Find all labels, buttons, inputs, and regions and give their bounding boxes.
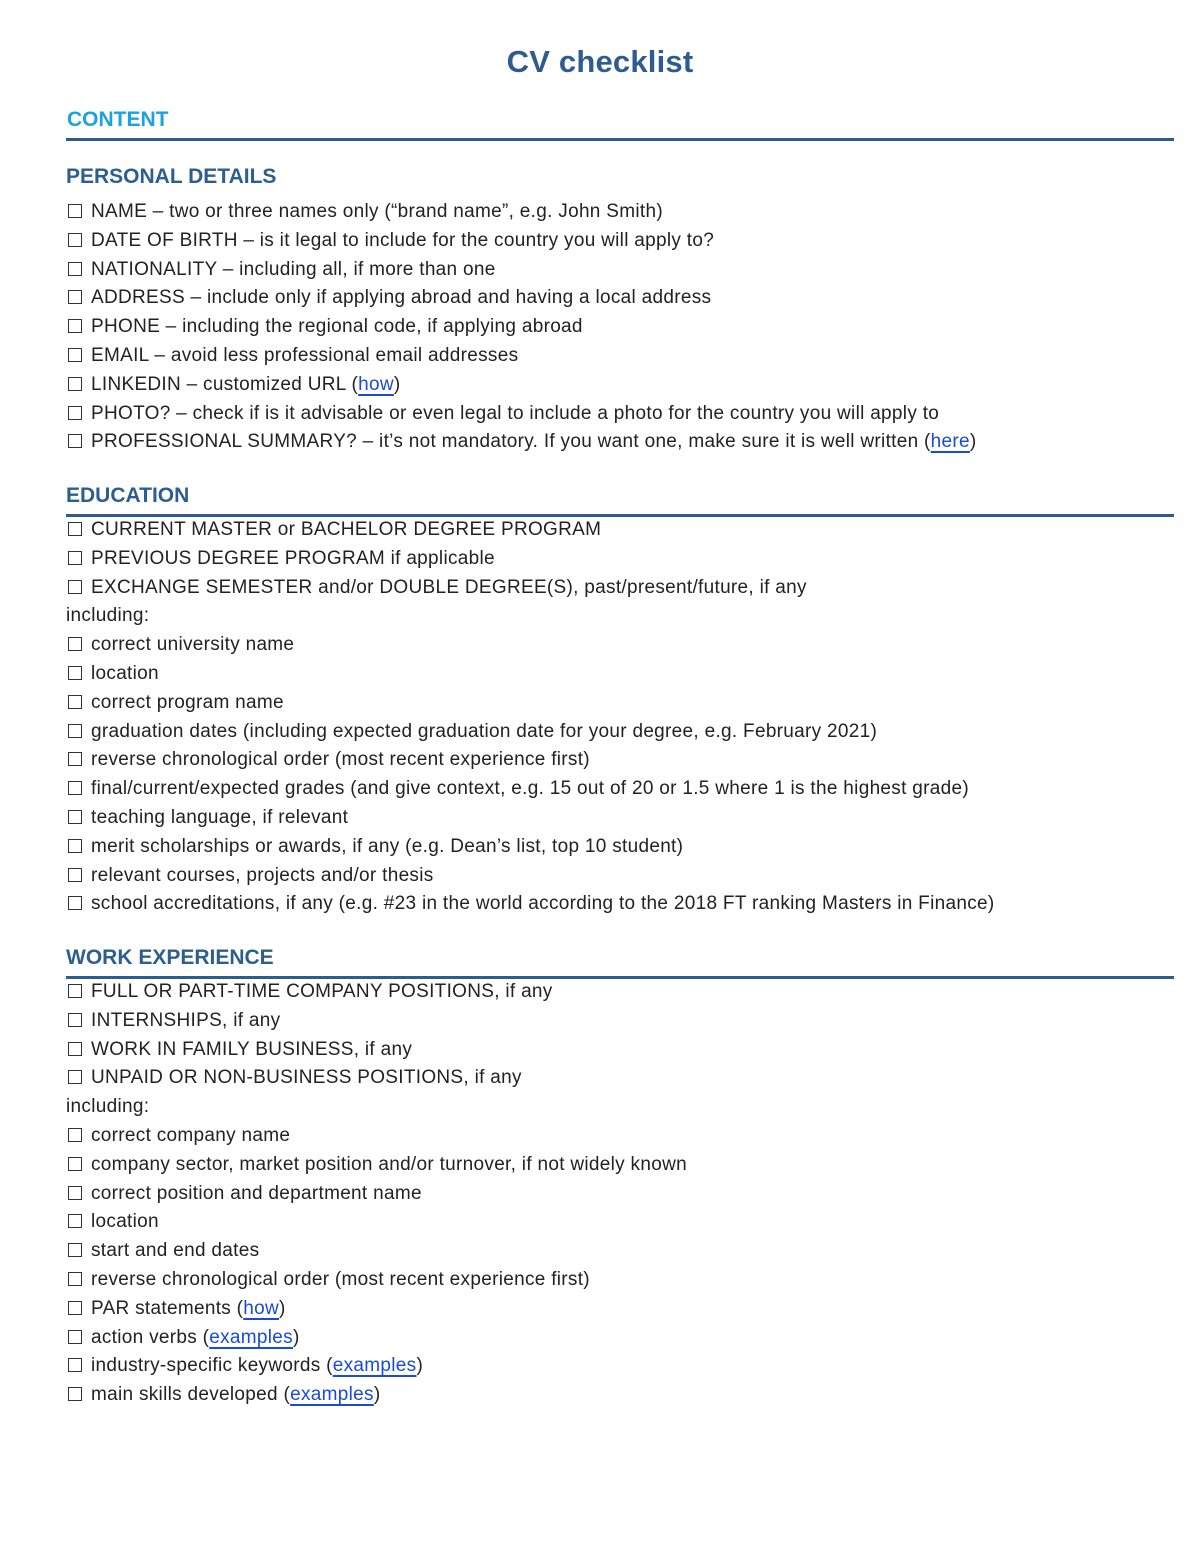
checklist-item-text: action verbs ( — [91, 1326, 210, 1348]
checkbox[interactable] — [68, 1042, 82, 1056]
checkbox[interactable] — [68, 1301, 82, 1315]
checklist-item — [68, 227, 977, 256]
content-divider — [66, 138, 1174, 141]
checklist-item-text: CURRENT MASTER or BACHELOR DEGREE PROGRAM — [91, 519, 602, 540]
closing-paren: ) — [393, 373, 401, 395]
checkbox[interactable] — [68, 348, 82, 362]
reference-link[interactable]: how — [243, 1297, 280, 1319]
checklist-item — [68, 1266, 687, 1295]
checkbox[interactable] — [68, 724, 82, 738]
checkbox[interactable] — [68, 752, 82, 766]
checklist-item — [68, 371, 977, 400]
checklist-item-text: reverse chronological order (most recent experience first) — [91, 749, 590, 771]
checklist-item — [68, 689, 995, 718]
checkbox[interactable] — [68, 1214, 82, 1228]
checkbox[interactable] — [68, 781, 82, 795]
checklist-item — [68, 833, 995, 862]
checklist-item-text: INTERNSHIPS, if any — [91, 1009, 281, 1031]
checklist-item — [68, 1064, 687, 1093]
checkbox[interactable] — [68, 233, 82, 247]
checklist-item — [68, 718, 995, 747]
page-title: CV checklist — [506, 44, 694, 79]
checkbox[interactable] — [68, 1013, 82, 1027]
checklist-item — [68, 775, 995, 804]
checklist-item — [68, 631, 995, 660]
checkbox[interactable] — [68, 1272, 82, 1286]
checklist-item — [68, 1237, 687, 1266]
reference-link[interactable]: examples — [290, 1384, 374, 1406]
checklist-item — [68, 1180, 687, 1209]
checklist-item-text: PAR statements ( — [91, 1297, 244, 1319]
checklist-item — [68, 1381, 687, 1410]
checklist-item-text: PREVIOUS DEGREE PROGRAM if applicable — [91, 547, 495, 569]
checklist-item-text: correct company name — [91, 1124, 291, 1146]
checkbox[interactable] — [68, 319, 82, 333]
checklist-item-text: correct university name — [91, 634, 295, 656]
checklist-item-text: industry-specific keywords ( — [91, 1355, 333, 1377]
checklist-item-text: company sector, market position and/or turnover, if not widely known — [91, 1153, 687, 1175]
list-subheading-text: including: — [66, 605, 150, 627]
checklist-item — [68, 660, 995, 689]
education-list — [68, 516, 995, 919]
checklist-item-text: DATE OF BIRTH – is it legal to include for the country you will apply to? — [91, 229, 715, 251]
checkbox[interactable] — [68, 666, 82, 680]
work-experience-list — [68, 978, 687, 1410]
content-heading: CONTENT — [67, 108, 169, 131]
personal-details-list — [68, 198, 977, 457]
closing-paren: ) — [292, 1326, 300, 1348]
checkbox[interactable] — [68, 1358, 82, 1372]
checkbox[interactable] — [68, 868, 82, 882]
checklist-item-text: location — [91, 1211, 159, 1233]
checklist-item — [68, 428, 977, 457]
checklist-item — [68, 516, 995, 545]
checklist-item-text: ADDRESS – include only if applying abroad and having a local address — [91, 287, 712, 309]
checklist-item — [68, 1352, 687, 1381]
education-heading: EDUCATION — [66, 484, 190, 507]
checkbox[interactable] — [68, 1387, 82, 1401]
reference-link[interactable]: examples — [332, 1355, 417, 1377]
checklist-item — [68, 198, 977, 227]
closing-paren: ) — [416, 1355, 424, 1377]
checklist-item-text: merit scholarships or awards, if any (e.g. Dean’s list, top 10 student) — [91, 835, 684, 857]
checklist-item-text: NATIONALITY – including all, if more than one — [91, 258, 496, 280]
checklist-item-text: WORK IN FAMILY BUSINESS, if any — [91, 1038, 413, 1060]
checkbox[interactable] — [68, 1128, 82, 1142]
checklist-item — [68, 1324, 687, 1353]
checkbox[interactable] — [68, 580, 82, 594]
checkbox[interactable] — [68, 839, 82, 853]
checklist-item-text: school accreditations, if any (e.g. #23 in the world according to the 2018 FT ranking Masters in Finance) — [91, 893, 995, 915]
checklist-item-text: reverse chronological order (most recent experience first) — [91, 1268, 590, 1290]
checklist-item — [68, 978, 687, 1007]
reference-link[interactable]: examples — [209, 1326, 293, 1348]
checkbox[interactable] — [68, 1070, 82, 1084]
checklist-item — [68, 1208, 687, 1237]
checklist-item-text: location — [91, 662, 159, 684]
checkbox[interactable] — [68, 984, 82, 998]
list-subheading-text: including: — [66, 1096, 150, 1118]
checklist-item-text: PROFESSIONAL SUMMARY? – it’s not mandatory. If you want one, make sure it is well written ( — [91, 431, 931, 453]
checklist-item — [68, 400, 977, 429]
checkbox[interactable] — [68, 896, 82, 910]
checklist-item — [68, 342, 977, 371]
checklist-item — [68, 1151, 687, 1180]
checklist-item-text: correct program name — [91, 691, 284, 713]
checklist-item-text: LINKEDIN – customized URL ( — [91, 373, 359, 395]
reference-link[interactable]: how — [358, 373, 394, 395]
checklist-item — [68, 1007, 687, 1036]
reference-link[interactable]: here — [930, 431, 970, 453]
checklist-item-text: teaching language, if relevant — [91, 806, 349, 828]
closing-paren: ) — [969, 431, 977, 453]
checklist-item-text: FULL OR PART-TIME COMPANY POSITIONS, if any — [91, 981, 553, 1002]
checkbox[interactable] — [68, 1330, 82, 1344]
checkbox[interactable] — [68, 434, 82, 448]
checkbox[interactable] — [68, 1243, 82, 1257]
checklist-item-text: relevant courses, projects and/or thesis — [91, 864, 434, 886]
checkbox[interactable] — [68, 551, 82, 565]
checkbox[interactable] — [68, 262, 82, 276]
checklist-item — [68, 574, 995, 603]
checklist-item-text: NAME – two or three names only (“brand name”, e.g. John Smith) — [91, 201, 663, 222]
list-subheading — [68, 602, 995, 631]
checkbox[interactable] — [68, 1157, 82, 1171]
checklist-item-text: correct position and department name — [91, 1182, 422, 1204]
checklist-item-text: PHOTO? – check if is it advisable or even legal to include a photo for the country you will apply to — [91, 402, 940, 424]
checklist-item — [68, 256, 977, 285]
closing-paren: ) — [279, 1297, 286, 1319]
checkbox[interactable] — [68, 406, 82, 420]
checkbox[interactable] — [68, 290, 82, 304]
work-experience-heading: WORK EXPERIENCE — [66, 946, 274, 969]
checklist-item — [68, 804, 995, 833]
checklist-item — [68, 1036, 687, 1065]
checklist-item-text: final/current/expected grades (and give context, e.g. 15 out of 20 or 1.5 where 1 is the highest grade) — [91, 778, 969, 800]
checkbox[interactable] — [68, 522, 82, 536]
checklist-item — [68, 862, 995, 891]
checklist-item — [68, 313, 977, 342]
list-subheading — [68, 1093, 687, 1122]
personal-details-heading: PERSONAL DETAILS — [66, 165, 277, 188]
checklist-item — [68, 1295, 687, 1324]
checklist-item-text: EMAIL – avoid less professional email addresses — [91, 344, 519, 366]
checklist-item-text: graduation dates (including expected graduation date for your degree, e.g. February 2021) — [91, 720, 878, 742]
checklist-item — [68, 890, 995, 919]
checklist-item — [68, 1122, 687, 1151]
checkbox[interactable] — [68, 204, 82, 218]
closing-paren: ) — [373, 1384, 381, 1406]
checklist-item-text: UNPAID OR NON-BUSINESS POSITIONS, if any — [91, 1067, 522, 1089]
checkbox[interactable] — [68, 810, 82, 824]
checklist-item-text: PHONE – including the regional code, if applying abroad — [91, 316, 583, 338]
checkbox[interactable] — [68, 637, 82, 651]
checklist-item — [68, 746, 995, 775]
checkbox[interactable] — [68, 377, 82, 391]
checkbox[interactable] — [68, 695, 82, 709]
checklist-item-text: start and end dates — [91, 1240, 260, 1262]
checklist-item — [68, 545, 995, 574]
checklist-item-text: EXCHANGE SEMESTER and/or DOUBLE DEGREE(S), past/present/future, if any — [91, 576, 807, 598]
checklist-item — [68, 284, 977, 313]
checklist-item-text: main skills developed ( — [91, 1384, 291, 1406]
checkbox[interactable] — [68, 1186, 82, 1200]
